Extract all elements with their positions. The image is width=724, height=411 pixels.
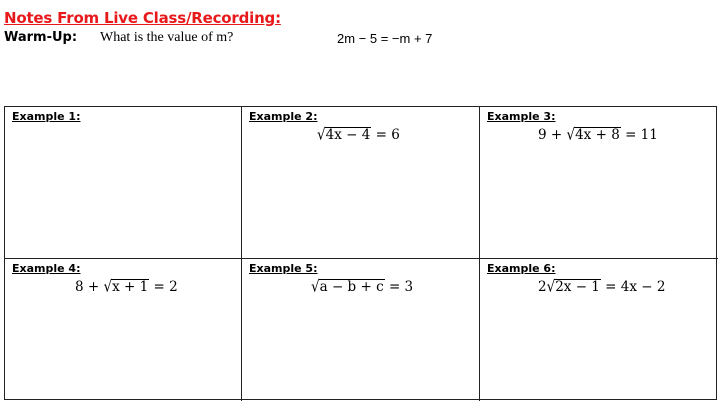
example-4-label: Example 4: bbox=[12, 262, 81, 275]
example-6-equation bbox=[538, 278, 665, 296]
example-3-radicand: 4x + 8 bbox=[575, 127, 620, 143]
example-5-radical bbox=[311, 278, 385, 296]
radical-sign-icon: √ bbox=[317, 125, 326, 145]
examples-grid bbox=[4, 106, 717, 400]
warmup-equation: 2m − 5 = −m + 7 bbox=[337, 31, 433, 46]
example-4-eq-before: 8 + bbox=[75, 279, 104, 295]
example-3-equation bbox=[538, 126, 658, 144]
page-title: Notes From Live Class/Recording: bbox=[4, 9, 281, 27]
example-4-radicand: x + 1 bbox=[112, 279, 149, 295]
example-6-eq-before: 2 bbox=[538, 279, 547, 295]
example-3-eq-before: 9 + bbox=[538, 127, 567, 143]
example-5-eq-after: = 3 bbox=[384, 279, 414, 295]
example-5-equation bbox=[311, 278, 413, 296]
example-3-eq-after: = 11 bbox=[620, 127, 658, 143]
example-2-radicand: 4x − 4 bbox=[325, 127, 371, 143]
example-3-box bbox=[480, 107, 718, 259]
example-6-radical bbox=[547, 278, 601, 296]
warmup-question: What is the value of m? bbox=[100, 30, 234, 45]
example-2-label: Example 2: bbox=[249, 110, 318, 123]
example-4-eq-after: = 2 bbox=[149, 279, 178, 295]
example-5-box bbox=[242, 259, 480, 401]
example-1-label: Example 1: bbox=[12, 110, 81, 123]
example-3-radical bbox=[566, 126, 620, 144]
example-4-box bbox=[5, 259, 242, 401]
example-6-box bbox=[480, 259, 718, 401]
example-2-radical bbox=[317, 126, 371, 144]
radical-sign-icon: √ bbox=[566, 125, 576, 145]
example-5-radicand: a − b + c bbox=[319, 279, 384, 295]
warmup-label: Warm-Up: bbox=[4, 30, 78, 45]
radical-sign-icon: √ bbox=[103, 277, 113, 297]
radical-sign-icon: √ bbox=[546, 277, 556, 297]
example-6-eq-after: = 4x − 2 bbox=[600, 279, 666, 295]
example-2-box bbox=[242, 107, 480, 259]
example-5-label: Example 5: bbox=[249, 262, 318, 275]
radical-sign-icon: √ bbox=[311, 277, 320, 297]
example-2-equation bbox=[317, 126, 400, 144]
example-2-eq-after: = 6 bbox=[371, 127, 400, 143]
example-4-equation bbox=[75, 278, 178, 296]
example-6-radicand: 2x − 1 bbox=[555, 279, 600, 295]
example-1-box bbox=[5, 107, 242, 259]
example-3-label: Example 3: bbox=[487, 110, 556, 123]
example-6-label: Example 6: bbox=[487, 262, 556, 275]
example-4-radical bbox=[103, 278, 149, 296]
